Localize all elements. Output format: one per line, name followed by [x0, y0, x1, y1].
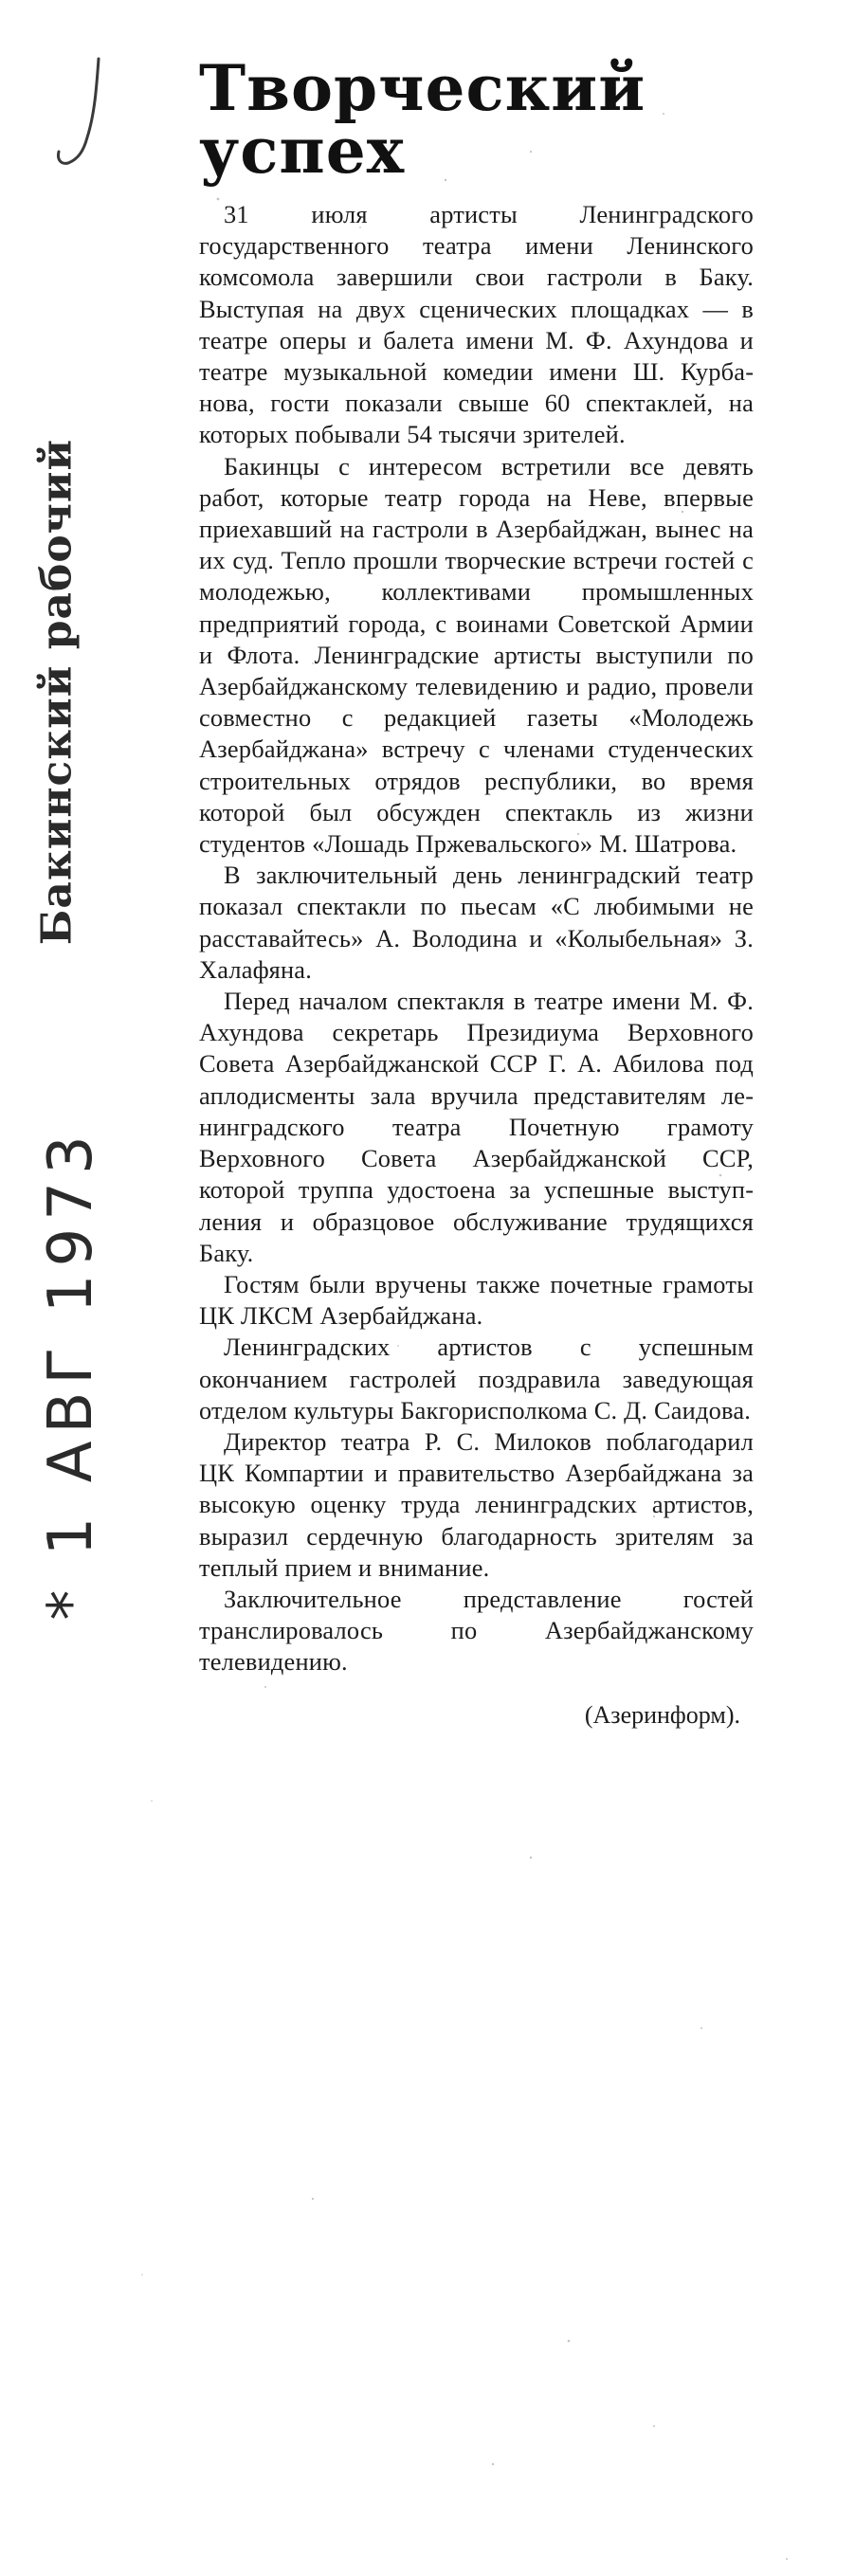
article-body — [199, 199, 754, 1678]
article-paragraph: Гостям были вручены также почетные грамоты ЦК ЛКСМ Азербайджана. — [199, 1269, 754, 1331]
article-byline: (Азеринформ). — [584, 1700, 740, 1729]
article-paragraph: Ленинградских артистов с успешным окончанием гастролей поздравила заведующая отделом культуры Бакгорисполкома С. Д. Саидова. — [199, 1333, 754, 1424]
article-headline: Творческий успех — [199, 51, 646, 188]
pencil-checkmark — [49, 57, 116, 171]
article — [199, 51, 754, 1730]
article-paragraph: Директор театра Р. С. Милоков поблагодарил ЦК Компартии и правительство Азербайджана за высокую оценку труда ленинградских артистов, выразил сердечную благодарность зрителям за теплый прием и внимание. — [199, 1426, 754, 1582]
article-paragraph: Перед началом спектакля в театре имени М. Ф. Ахундова секретарь Президиума Верховного Совета Азербайджанской ССР Г. А. Абилова под аплодисменты зала вручила представителям ленинградского театра Почетную грамоту Верховного Совета Азербайджанской ССР, которой труппа удостоена за успешные выступления и образцовое обслуживание трудящихся Баку. — [199, 987, 754, 1267]
newspaper-name: Бакинский рабочий — [32, 438, 82, 946]
date-stamp — [9, 1109, 133, 1640]
date-stamp-text: * 1 АВГ 1973 — [36, 1128, 106, 1621]
article-paragraph: В заключительный день ленинградский театр показал спектакли по пьесам «С любимыми не расставайтесь» А. Володина и «Колыбельная» З. Халафяна. — [199, 861, 754, 984]
newspaper-name-stamp — [9, 438, 104, 946]
article-paragraph: Бакинцы с интересом встретили все девять работ, которые театр города на Неве, впервые приехавший на гастроли в Азербайджан, вынес на их суд. Тепло прошли творческие встречи гостей с молодежью, коллективами промышленных предприятий города, с воинами Советской Армии и Флота. Ленинградские артисты выступили по Азербайджанскому телевидению и радио, провели совместно с редакцией газеты «Молодежь Азербайджана» встречу с членами студенческих строительных отрядов республики, во время которой был обсужден спектакль из жизни студентов «Лошадь Пржевальского» М. Шатрова. — [199, 451, 754, 859]
article-paragraph: 31 июля артисты Ленинградского государственного театра имени Ленинского комсомола завершили свои гастроли в Баку. Выступая на двух сценических площадках — в театре оперы и балета имени М. Ф. Ахундова и театре музыкальной комедии имени Ш. Курбанова, гости показали свыше 60 спектаклей, на которых побывали 54 тысячи зрителей. — [199, 200, 754, 449]
article-paragraph: Заключительное представление гостей транслировалось по Азербайджанскому телевидению. — [199, 1584, 754, 1677]
